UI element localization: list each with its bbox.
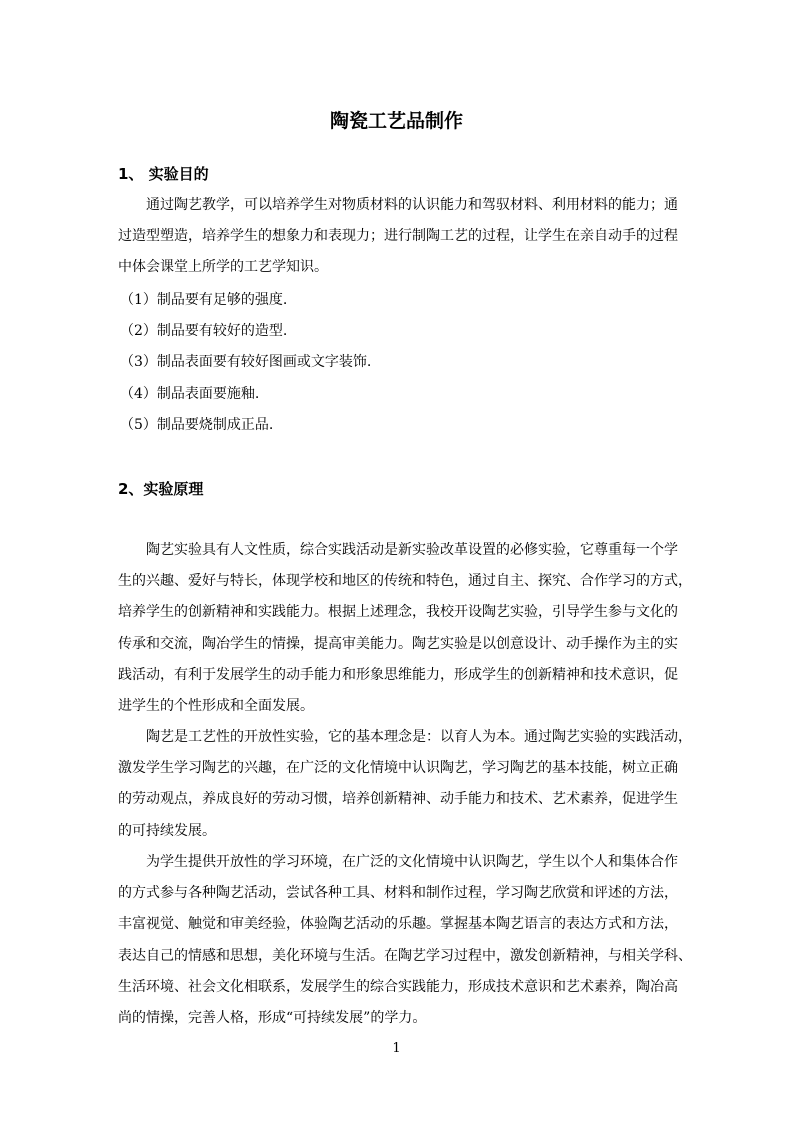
paragraph-line: 表达自己的情感和思想，美化环境与生活。在陶艺学习过程中，激发创新精神，与相关学科、: [118, 947, 692, 964]
paragraph-line: 的劳动观点，养成良好的劳动习惯，培养创新精神、动手能力和技术、艺术素养，促进学生: [118, 791, 678, 808]
paragraph-line: 陶艺实验具有人文性质，综合实践活动是新实验改革设置的必修实验，它尊重每一个学: [146, 542, 678, 558]
paragraph-line: 中体会课堂上所学的工艺学知识。: [118, 259, 328, 276]
paragraph-line: 践活动，有利于发展学生的动手能力和形象思维能力，形成学生的创新精神和技术意识，促: [118, 666, 678, 683]
paragraph-line: 生的兴趣、爱好与特长，体现学校和地区的传统和特色，通过自主、探究、合作学习的方式，: [118, 573, 692, 590]
list-item: （3）制品表面要有较好图画或文字装饰.: [120, 354, 372, 371]
paragraph-line: 通过陶艺教学，可以培养学生对物质材料的认识能力和驾驭材料、利用材料的能力；通: [146, 197, 678, 213]
list-item: （4）制品表面要施釉.: [120, 385, 260, 402]
paragraph-line: 生活环境、社会文化相联系，发展学生的综合实践能力，形成技术意识和艺术素养，陶冶高: [118, 978, 678, 995]
page-number: 1: [392, 1041, 401, 1056]
section-heading-principle: 2、实验原理: [118, 480, 204, 498]
paragraph-line: 的方式参与各种陶艺活动，尝试各种工具、材料和制作过程，学习陶艺欣赏和评述的方法，: [118, 885, 678, 902]
paragraph-line: 的可持续发展。: [118, 822, 216, 839]
list-item: （2）制品要有较好的造型.: [120, 323, 288, 340]
list-item: （1）制品要有足够的强度.: [120, 292, 288, 308]
paragraph-line: 激发学生学习陶艺的兴趣，在广泛的文化情境中认识陶艺，学习陶艺的基本技能，树立正确: [118, 760, 678, 777]
paragraph-line: 培养学生的创新精神和实践能力。根据上述理念，我校开设陶艺实验，引导学生参与文化的: [118, 604, 678, 621]
paragraph-line: 进学生的个性形成和全面发展。: [118, 698, 314, 714]
list-item: （5）制品要烧制成正品.: [120, 416, 274, 433]
paragraph-line: 过造型塑造，培养学生的想象力和表现力；进行制陶工艺的过程，让学生在亲自动手的过程: [118, 228, 678, 245]
document-title: 陶瓷工艺品制作: [329, 110, 463, 132]
paragraph-line: 陶艺是工艺性的开放性实验，它的基本理念是：以育人为本。通过陶艺实验的实践活动，: [146, 729, 692, 745]
paragraph-line: 为学生提供开放性的学习环境，在广泛的文化情境中认识陶艺，学生以个人和集体合作: [146, 854, 678, 870]
paragraph-line: 尚的情操，完善人格，形成“可持续发展”的学力。: [118, 1010, 427, 1026]
section-heading-purpose: 1、 实验目的: [118, 165, 209, 183]
paragraph-line: 传承和交流，陶冶学生的情操，提高审美能力。陶艺实验是以创意设计、动手操作为主的实: [118, 635, 678, 652]
paragraph-line: 丰富视觉、触觉和审美经验，体验陶艺活动的乐趣。掌握基本陶艺语言的表达方式和方法，: [118, 916, 678, 933]
